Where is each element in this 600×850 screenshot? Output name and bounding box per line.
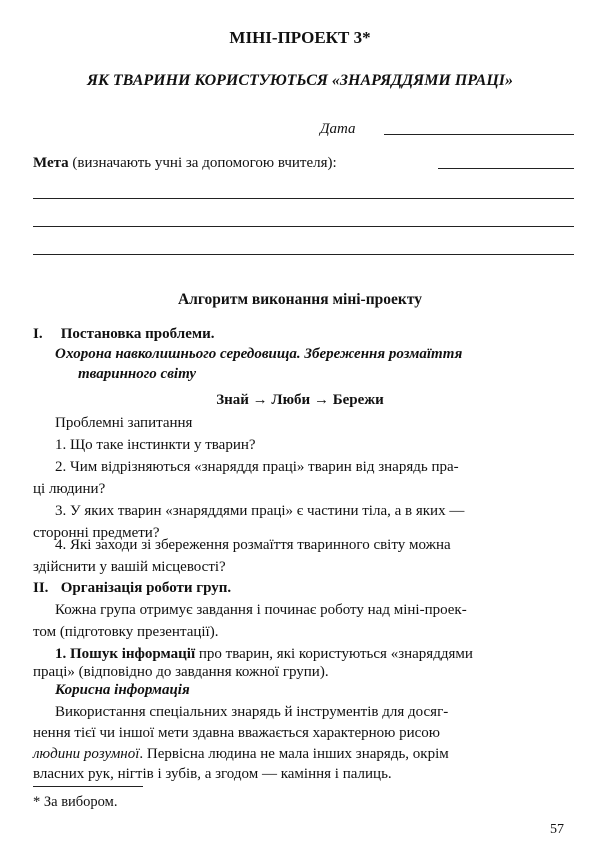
goal-field-line-1[interactable]: [438, 168, 574, 169]
date-field[interactable]: [384, 134, 574, 135]
goal-rest: (визначають учні за допомогою вчителя):: [68, 155, 337, 171]
question-2-line-2: ці людини?: [33, 481, 106, 497]
question-4-line-2: здійснити у вашій місцевості?: [33, 559, 226, 575]
goal-field-line-4[interactable]: [33, 254, 574, 255]
info-line-3: [33, 746, 449, 763]
section-2-p1-line-1: Кожна група отримує завдання і починає роботу над міні-проек-: [55, 602, 467, 618]
search-info-line-2: праці» (відповідно до завдання кожної групи).: [33, 664, 329, 680]
section-2-p1-line-2: том (підготовку презентації).: [33, 624, 219, 640]
question-3-line-1: 3. У яких тварин «знаряддями праці» є частини тіла, а в яких —: [55, 503, 465, 519]
goal-label: [33, 155, 337, 172]
topic-line-1: Охорона навколишнього середовища. Збереження розмаїття: [55, 346, 463, 362]
page-number: 57: [550, 822, 564, 837]
question-4-line-1: 4. Які заходи зі збереження розмаїття тваринного світу можна: [55, 537, 451, 553]
question-1: 1. Що таке інстинкти у тварин?: [55, 437, 256, 453]
footnote: * За вибором.: [33, 794, 118, 810]
useful-info-heading: Корисна інформація: [55, 682, 190, 698]
goal-bold: Мета: [33, 155, 69, 171]
search-info-bold: 1. Пошук інформації: [55, 646, 196, 662]
info-line-2: нення тієї чи іншої мети здавна вважається характерною рисою: [33, 725, 440, 741]
search-info-line-1: [55, 646, 473, 663]
section-1-title: Постановка проблеми.: [60, 326, 215, 342]
section-1-number: I.: [33, 326, 43, 342]
page-title: МІНІ-ПРОЕКТ 3*: [229, 28, 371, 47]
footnote-divider: [33, 786, 143, 787]
info-line-3-rest: . Первісна людина не мала інших знарядь, окрім: [139, 746, 449, 762]
page-subtitle: ЯК ТВАРИНИ КОРИСТУЮТЬСЯ «ЗНАРЯДДЯМИ ПРАЦІ»: [86, 72, 514, 89]
goal-field-line-2[interactable]: [33, 198, 574, 199]
motto: Знай → Люби → Бережи: [216, 392, 384, 408]
info-line-4: власних рук, нігтів і зубів, а згодом — каміння і палиць.: [33, 766, 392, 782]
questions-label: Проблемні запитання: [55, 415, 193, 431]
search-info-rest: про тварин, які користуються «знаряддями: [195, 646, 473, 662]
date-label: Дата: [320, 121, 356, 137]
info-line-1: Використання спеціальних знарядь й інструментів для досяг-: [55, 704, 449, 720]
section-2-heading: [33, 580, 231, 597]
goal-field-line-3[interactable]: [33, 226, 574, 227]
section-2-number: II.: [33, 580, 49, 596]
section-1-heading: [33, 326, 214, 343]
topic-line-2: тваринного світу: [78, 366, 197, 382]
algorithm-heading: Алгоритм виконання міні-проекту: [177, 291, 422, 308]
question-2-line-1: 2. Чим відрізняються «знаряддя праці» тварин від знарядь пра-: [55, 459, 459, 475]
section-2-title: Організація роботи груп.: [60, 580, 232, 596]
question-3-line-2: сторонні предмети?: [33, 525, 160, 541]
info-italic-term: людини розумної: [33, 746, 140, 762]
